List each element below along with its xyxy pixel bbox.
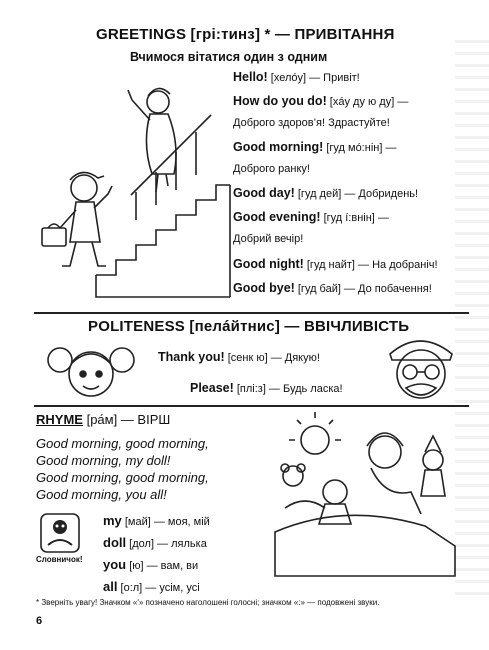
vocab-item-doll: doll [дол] — лялька (103, 535, 207, 550)
vocab-item-all: all [о:л] — усім, усі (103, 579, 200, 594)
girl-face-illustration (46, 336, 136, 406)
divider-1 (34, 312, 469, 314)
rhyme-word: RHYME (36, 412, 83, 427)
phrase-good-evening: Good evening! [гуд í:внін] — (233, 210, 389, 224)
phrase-good-evening-ua: Добрий вечір! (233, 233, 304, 245)
phrase-good-night: Good night! [гуд найт] — На добраніч! (233, 257, 438, 271)
greetings-title: GREETINGS [грі:тинз] * — ПРИВІТАННЯ (96, 26, 395, 43)
stairs-illustration (36, 60, 231, 310)
phrase-please: Please! [плі:з] — Будь ласка! (190, 381, 343, 395)
phrase-how-do-you-do: How do you do! [хáу ду ю ду] — (233, 94, 409, 108)
rhyme-title (36, 412, 170, 427)
book-reader-icon (40, 513, 80, 553)
phrase-hello: Hello! [хелóу] — Привіт! (233, 70, 360, 84)
rhyme-line: Good morning, you all! (36, 487, 167, 502)
footnote: * Зверніть увагу! Значком «ʹ» позначено наголошені голосні; значком «:» — подовжені звуки. (36, 598, 380, 607)
rhyme-text (36, 435, 209, 503)
phrase-good-bye: Good bye! [гуд бай] — До побачення! (233, 281, 432, 295)
grandpa-face-illustration (376, 332, 466, 412)
vocab-badge-label: Словничок! (36, 555, 83, 564)
phrase-thank-you: Thank you! [сенк ю] — Дякую! (158, 350, 320, 364)
rhyme-line: Good morning, good morning, (36, 436, 209, 451)
politeness-title: POLITENESS [пелáйтнис] — ВВІЧЛИВІСТЬ (88, 318, 410, 335)
phrase-good-day: Good day! [гуд дей] — Добридень! (233, 186, 419, 200)
phrase-good-morning: Good morning! [гуд мó:нін] — (233, 140, 397, 154)
phrase-how-do-you-do-ua: Доброго здоров’я! Здрастуйте! (233, 117, 390, 129)
rhyme-line: Good morning, my doll! (36, 453, 171, 468)
rhyme-line: Good morning, good morning, (36, 470, 209, 485)
greetings-subtitle: Вчимося вітатися один з одним (130, 50, 328, 64)
rhyme-title-rest: [ра́м] — ВІРШ (86, 412, 171, 427)
page-number: 6 (36, 615, 43, 627)
phrase-good-morning-ua: Доброго ранку! (233, 163, 310, 175)
bed-illustration (265, 412, 465, 582)
vocab-badge (36, 513, 86, 564)
vocab-item-my: my [май] — моя, мій (103, 513, 210, 528)
vocab-item-you: you [ю] — вам, ви (103, 557, 199, 572)
divider-2 (34, 405, 469, 407)
